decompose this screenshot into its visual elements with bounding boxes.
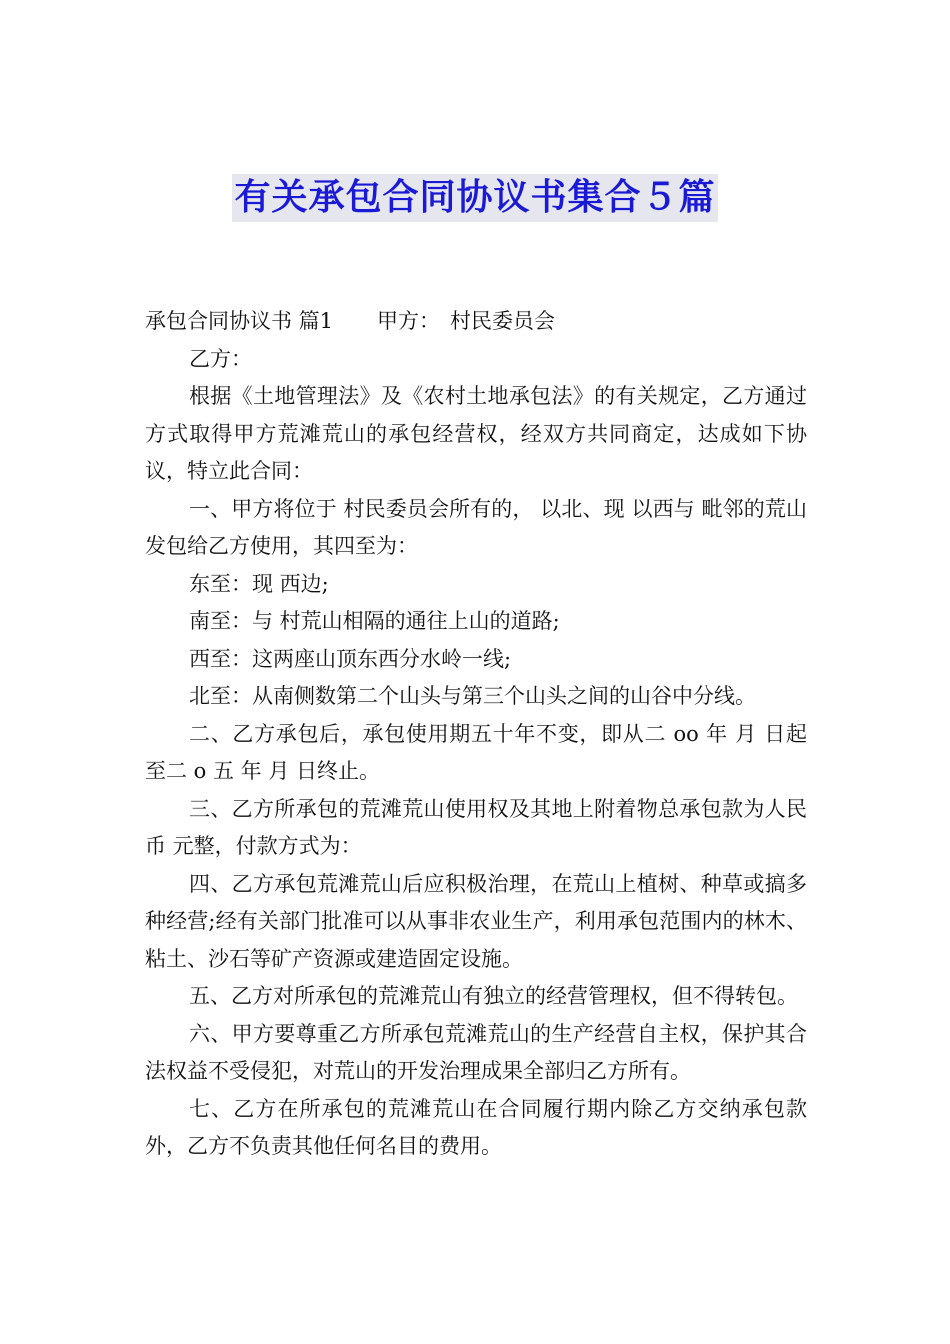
boundary-north: 北至：从南侧数第二个山头与第三个山头之间的山谷中分线。 bbox=[189, 684, 756, 708]
clause-4: 四、乙方承包荒滩荒山后应积极治理，在荒山上植树、种草或搞多种经营;经有关部门批准可以从事非农业生产，利用承包范围内的林木、粘土、沙石等矿产资源或建造固定设施。 bbox=[145, 871, 807, 971]
boundary-east: 东至：现 西边; bbox=[189, 571, 329, 596]
clause-2: 二、乙方承包后，承包使用期五十年不变，即从二 oo 年 月 日起至二 o 五 年 月 日终止。 bbox=[145, 721, 807, 783]
document-title: 有关承包合同协议书集合５篇 bbox=[232, 174, 717, 222]
paragraph-intro: 根据《土地管理法》及《农村土地承包法》的有关规定，乙方通过 方式取得甲方荒滩荒山的承包经营权，经双方共同商定，达成如下协议，特立此合同： bbox=[145, 384, 807, 483]
clause-5: 五、乙方对所承包的荒滩荒山有独立的经营管理权，但不得转包。 bbox=[189, 984, 798, 1008]
clause-7: 七、乙方在所承包的荒滩荒山在合同履行期内除乙方交纳承包款外，乙方不负责其他任何名目的费用。 bbox=[145, 1096, 807, 1158]
title-container bbox=[0, 174, 950, 222]
section-heading-line bbox=[145, 303, 807, 341]
clause-6: 六、甲方要尊重乙方所承包荒滩荒山的生产经营自主权，保护其合法权益不受侵犯，对荒山的开发治理成果全部归乙方所有。 bbox=[145, 1021, 807, 1083]
party-a-value: 村民委员会 bbox=[450, 309, 556, 333]
clause-1: 一、甲方将位于 村民委员会所有的， 以北、现 以西与 毗邻的荒山发包给乙方使用，其四至为： bbox=[145, 496, 807, 558]
boundary-west: 西至：这两座山顶东西分水岭一线; bbox=[189, 646, 512, 671]
boundary-south: 南至：与 村荒山相隔的通往上山的道路; bbox=[189, 609, 560, 633]
clause-3: 三、乙方所承包的荒滩荒山使用权及其地上附着物总承包款为人民币 元整，付款方式为： bbox=[145, 796, 807, 858]
document-body bbox=[145, 303, 807, 1166]
paragraph-party-b: 乙方： bbox=[189, 346, 252, 371]
party-a-label: 甲方： bbox=[377, 309, 441, 333]
section-heading: 承包合同协议书 篇1 bbox=[145, 309, 334, 333]
